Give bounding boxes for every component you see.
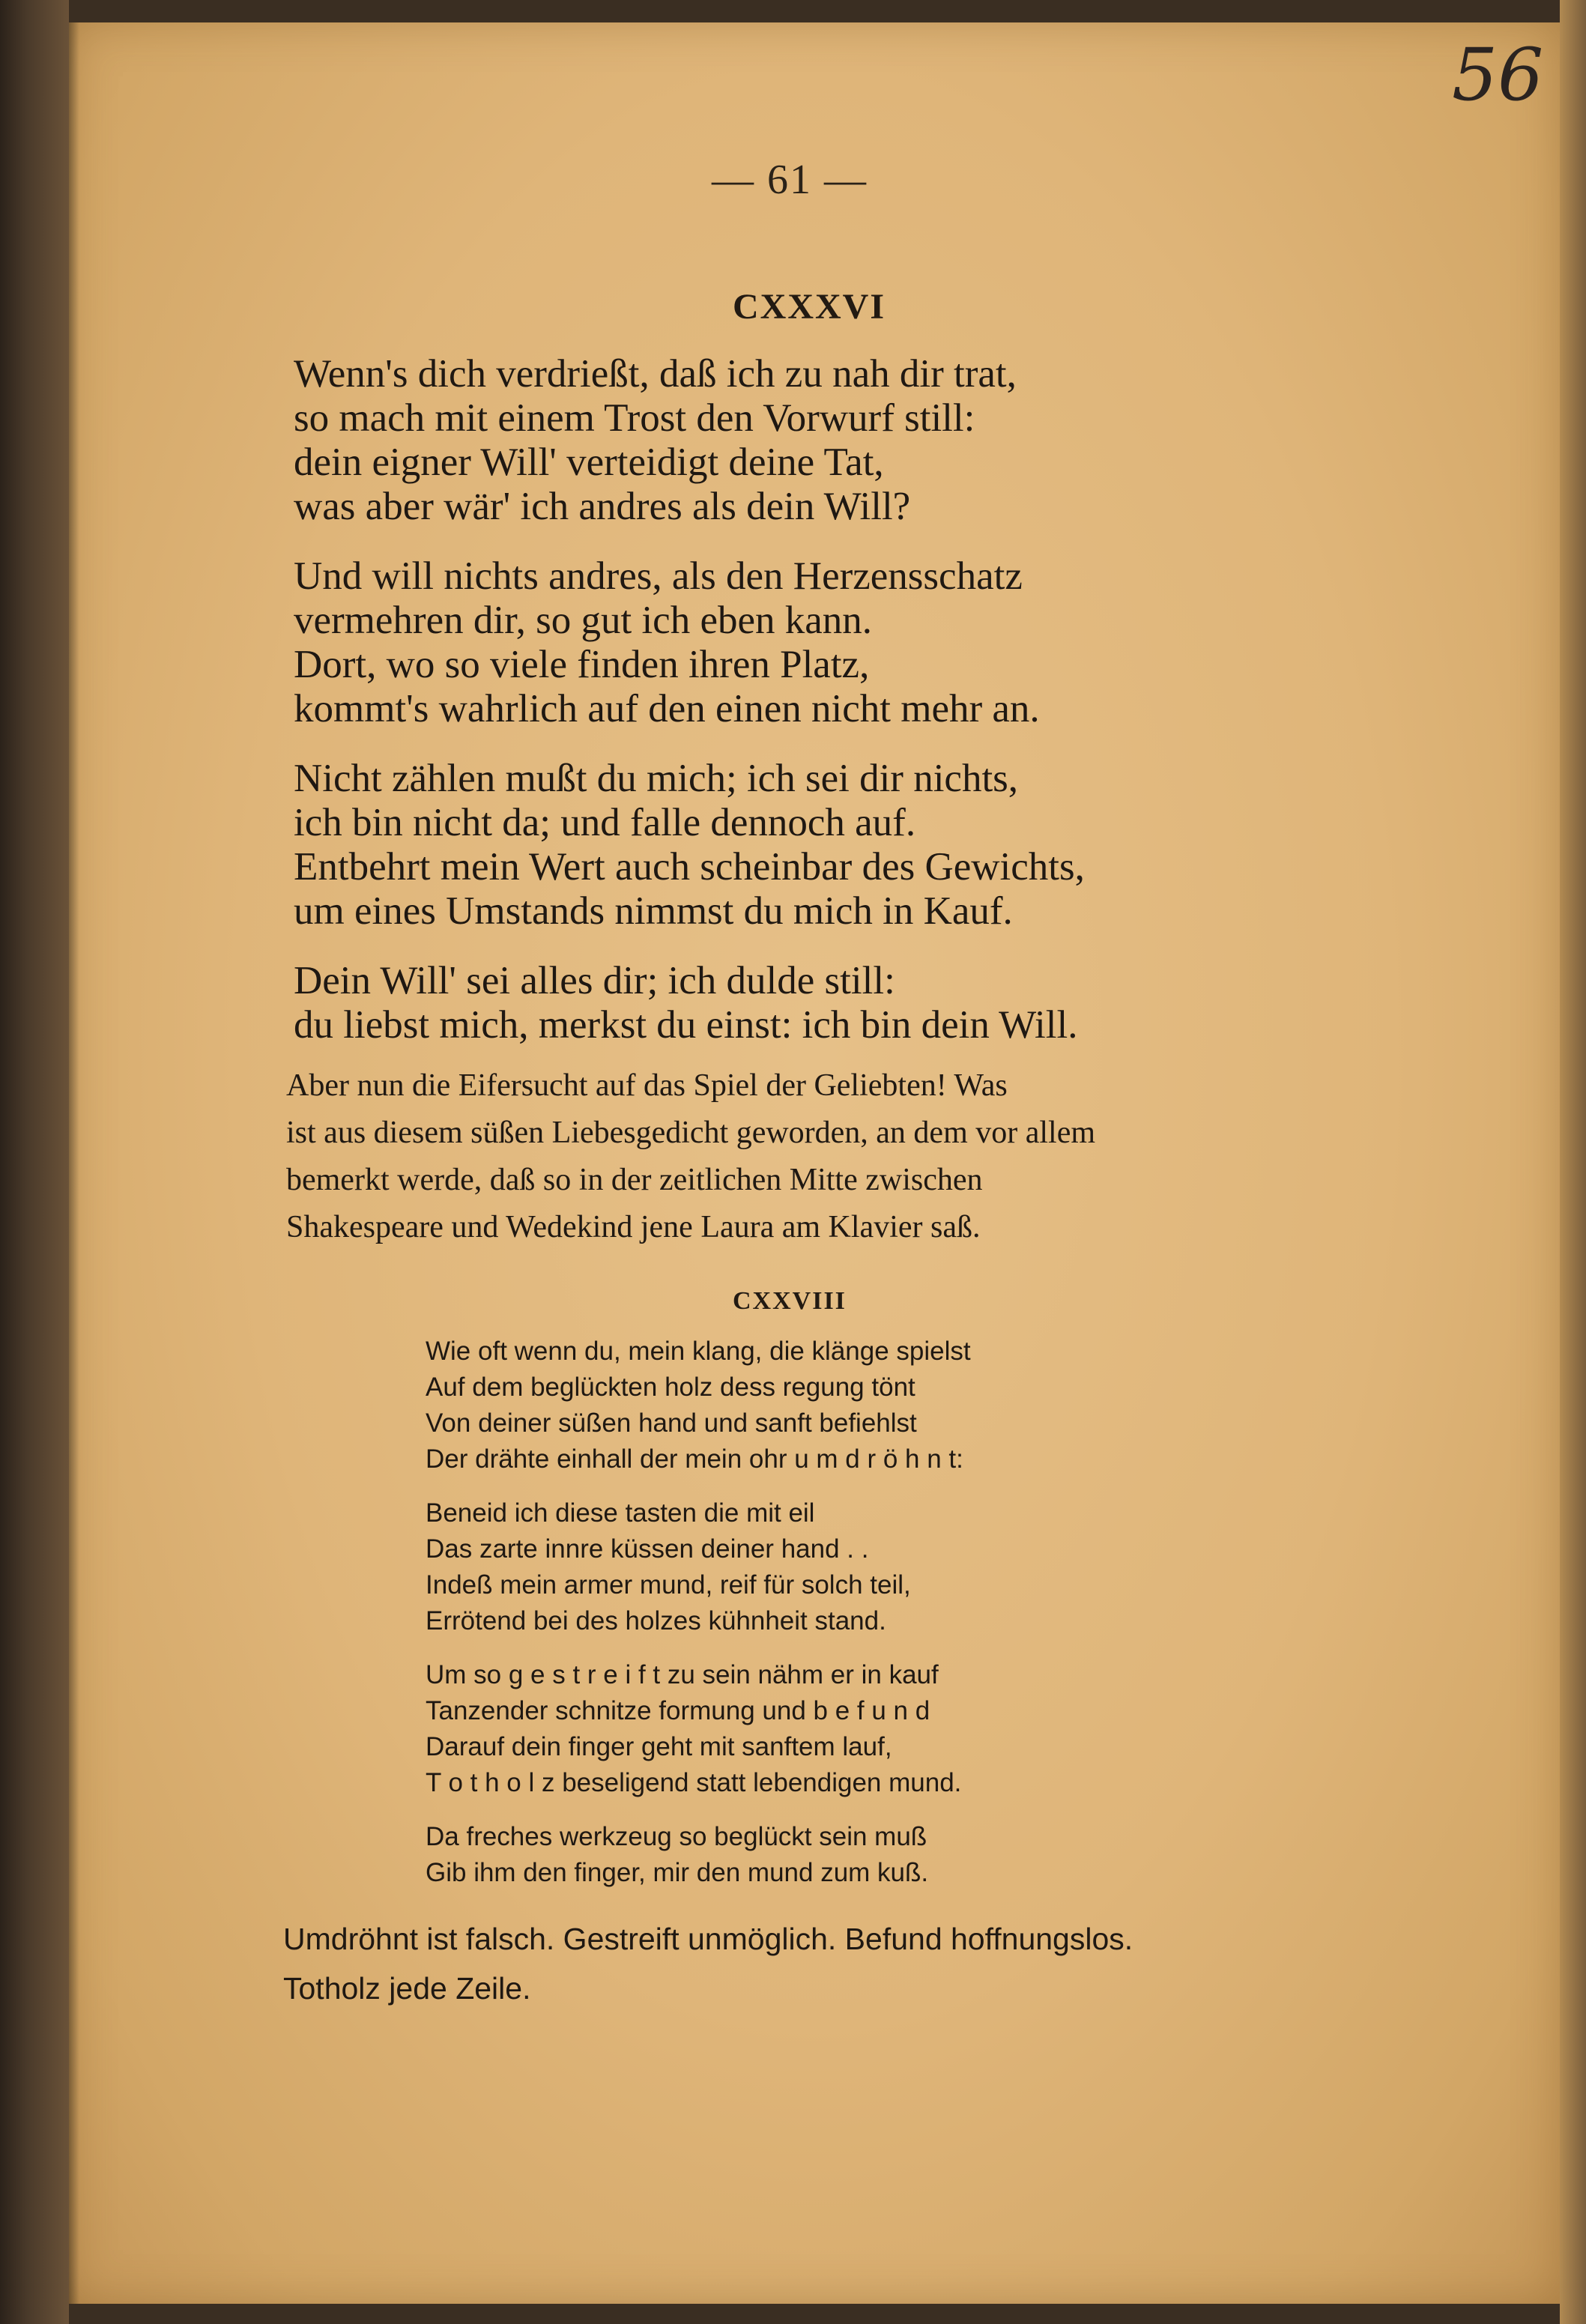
- closing-remark: [283, 1914, 1347, 2013]
- verse-line: Darauf dein finger geht mit sanftem lauf,: [426, 1732, 892, 1761]
- archive-page-mark: 56: [1452, 33, 1544, 117]
- prose-line: Umdröhnt ist falsch. Gestreift unmöglich. Befund hoffnungslos.: [283, 1922, 1133, 1956]
- stanza: [294, 554, 1343, 731]
- verse-line: dein eigner Will' verteidigt deine Tat,: [294, 441, 884, 484]
- verse-line: Beneid ich diese tasten die mit eil: [426, 1498, 815, 1528]
- verse-line: Errötend bei des holzes kühnheit stand.: [426, 1606, 886, 1635]
- verse-line: Entbehrt mein Wert auch scheinbar des Gewichts,: [294, 845, 1085, 889]
- verse-line: Dein Will' sei alles dir; ich dulde still:: [294, 959, 895, 1002]
- page-number: — 61 —: [712, 157, 868, 203]
- verse-line: Tanzender schnitze formung und b e f u n d: [426, 1696, 930, 1725]
- verse-line: Auf dem beglückten holz dess regung tönt: [426, 1373, 915, 1402]
- verse-line: Nicht zählen mußt du mich; ich sei dir nichts,: [294, 757, 1019, 800]
- prose-line: bemerkt werde, daß so in der zeitlichen Mitte zwischen: [286, 1163, 983, 1197]
- stanza: [294, 959, 1343, 1047]
- verse-line: Dort, wo so viele finden ihren Platz,: [294, 643, 870, 686]
- verse-line: vermehren dir, so gut ich eben kann.: [294, 599, 873, 642]
- verse-line: du liebst mich, merkst du einst: ich bin dein Will.: [294, 1003, 1078, 1047]
- prose-line: ist aus diesem süßen Liebesgedicht geworden, an dem vor allem: [286, 1116, 1096, 1150]
- verse-line: so mach mit einem Trost den Vorwurf still:: [294, 396, 975, 440]
- verse-line: Und will nichts andres, als den Herzensschatz: [294, 554, 1023, 598]
- stanza: [426, 1495, 1250, 1639]
- book-spine: [0, 0, 69, 2324]
- verse-line: Der drähte einhall der mein ohr u m d r ö h n t:: [426, 1444, 963, 1474]
- stanza: [426, 1819, 1250, 1891]
- verse-line: Um so g e s t r e i f t zu sein nähm er in kauf: [426, 1660, 939, 1689]
- verse-line: T o t h o l z beseligend statt lebendigen mund.: [426, 1768, 962, 1797]
- stanza: [426, 1334, 1250, 1477]
- stanza: [294, 757, 1343, 933]
- verse-line: Indeß mein armer mund, reif für solch teil,: [426, 1570, 911, 1600]
- verse-line: Wenn's dich verdrießt, daß ich zu nah dir trat,: [294, 352, 1017, 396]
- verse-line: Von deiner süßen hand und sanft befiehlst: [426, 1408, 917, 1438]
- verse-line: Das zarte innre küssen deiner hand . .: [426, 1534, 869, 1564]
- verse-line: ich bin nicht da; und falle dennoch auf.: [294, 801, 916, 844]
- verse-line: kommt's wahrlich auf den einen nicht mehr an.: [294, 687, 1040, 730]
- stanza: [426, 1657, 1250, 1801]
- sonnet-translation: [294, 352, 1343, 1073]
- prose-line: Shakespeare und Wedekind jene Laura am Klavier saß.: [286, 1210, 981, 1244]
- stanza: [294, 352, 1343, 529]
- quoted-sonnet: [426, 1334, 1250, 1909]
- commentary-paragraph: [286, 1062, 1328, 1251]
- verse-line: was aber wär' ich andres als dein Will?: [294, 485, 911, 528]
- verse-line: Da freches werkzeug so beglückt sein muß: [426, 1822, 927, 1851]
- verse-line: um eines Umstands nimmst du mich in Kauf.: [294, 889, 1013, 933]
- prose-line: Aber nun die Eifersucht auf das Spiel der Geliebten! Was: [286, 1068, 1008, 1103]
- sonnet-heading: CXXVIII: [733, 1287, 847, 1315]
- verse-line: Wie oft wenn du, mein klang, die klänge spielst: [426, 1337, 971, 1366]
- page-edge: [1560, 0, 1586, 2324]
- verse-line: Gib ihm den finger, mir den mund zum kuß.: [426, 1858, 929, 1887]
- prose-line: Totholz jede Zeile.: [283, 1971, 531, 2006]
- gutter-shadow: [69, 22, 79, 2304]
- sonnet-heading: CXXXVI: [733, 287, 886, 327]
